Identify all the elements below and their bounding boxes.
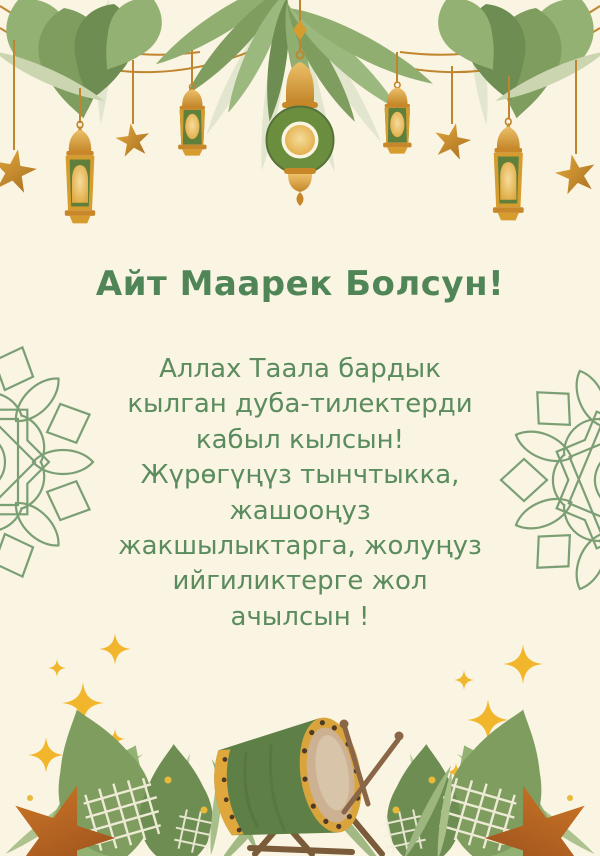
sparkle-icon [447,763,465,781]
pale-leaves [92,0,491,174]
drum-stand [250,802,382,854]
message-line: кабыл кылсын! [195,424,405,455]
hanging-star-icon [0,146,40,195]
sparkle-stars [0,630,600,800]
sparkle-icon [105,729,125,749]
sparkle-icon [503,644,543,684]
gold-garland-string [0,6,600,72]
bottom-decoration [0,706,600,856]
corner-foliage-left [0,706,302,856]
top-decoration [0,0,600,270]
card-message [0,352,600,635]
drum-tacks [214,716,368,846]
message-line: ачылсын ! [230,601,370,632]
hanging-strings [14,0,576,154]
message-line: Жүрөгүңүз тынчтыкка, [140,460,460,491]
hanging-lantern-icon [178,84,206,155]
message-line: кылган дуба-тилектерди [127,389,473,420]
hanging-lantern-icon [383,82,411,153]
message-line: жакшылыктарга, жолуңуз [118,531,482,562]
message-line: жашооңуз [229,495,371,526]
card-title: Айт Маарек Болсун! [95,264,505,304]
eid-ornament-icon [267,52,334,207]
bedug-drum-icon [206,713,457,856]
message-line: ийгиликтерге жол [172,566,428,597]
leaf-cluster-right [425,0,600,124]
sparkle-icon [62,682,104,724]
sparkle-icon [467,699,509,741]
leaf-cluster-left [0,0,175,124]
hanging-star-icon [431,119,474,161]
sparkle-icon [99,633,131,665]
sparkle-icon [28,737,64,773]
drum-body [206,713,369,851]
sparkle-icon [512,742,534,764]
string-bead [293,20,307,40]
hanging-lantern-icon [493,118,524,220]
leaf-garland [148,0,436,128]
sparkle-icon [454,670,474,690]
hanging-star-icon [114,121,152,158]
corner-foliage-right [298,706,600,856]
message-line: Аллах Таала бардык [159,354,441,384]
sparkle-icon [48,659,66,677]
drum-sticks-icon [340,720,404,813]
hanging-lantern-icon [65,121,95,223]
hanging-star-icon [552,150,599,196]
